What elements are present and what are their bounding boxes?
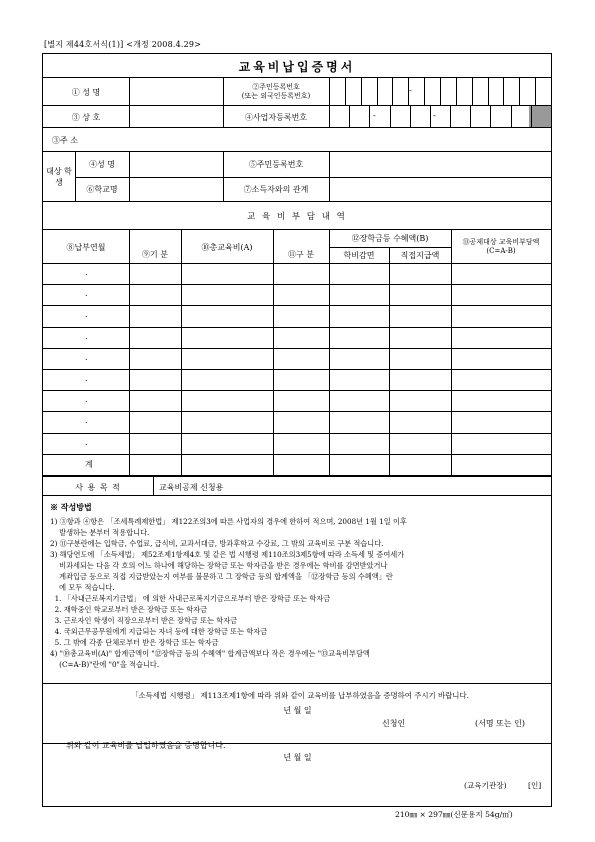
digit-box-divider (345, 78, 346, 106)
table-col-divider (129, 434, 130, 454)
instructions-list (50, 516, 550, 670)
table-col-divider (329, 455, 330, 475)
table-col-divider (389, 264, 390, 284)
student-name-label: ④성 명 (89, 160, 115, 169)
table-col-divider (181, 370, 182, 390)
table-col-divider (389, 455, 390, 475)
row-address (43, 128, 551, 152)
col-deductible: ⑬공제대상 교육비부담액(C=A-B) (462, 238, 540, 255)
instruction-line: 1. 「사내근로복지기금법」 에 의한 사내근로복지기금으로부터 받은 장학금 또는 학자금 (50, 594, 331, 603)
year-month-dot: . (85, 268, 88, 277)
table-col-divider (451, 328, 452, 348)
year-month-dot: . (85, 395, 88, 405)
table-col-divider (181, 391, 182, 411)
bizno-hyphen1: - (373, 111, 376, 120)
table-col-divider (273, 264, 274, 284)
rrn-label-main: ②주민등록번호 (252, 83, 300, 91)
table-col-divider (389, 328, 390, 348)
table-col-divider (129, 370, 130, 390)
rrn-label-sub: (또는 외국인등록번호) (241, 92, 311, 100)
table-col-divider (329, 370, 330, 390)
table-col-divider (389, 285, 390, 305)
table-col-divider (181, 455, 182, 475)
table-row[interactable] (43, 306, 551, 327)
digit-box-divider (392, 78, 393, 106)
table-col-divider (273, 306, 274, 326)
digit-box-divider (430, 106, 431, 128)
section-title-row (43, 202, 551, 230)
digit-box-divider (410, 106, 411, 128)
digit-box-divider (377, 78, 378, 106)
year-month-dot: . (85, 437, 88, 447)
digit-box-divider (488, 78, 489, 106)
instruction-line: 4. 국외근무공무원에게 지급되는 자녀 등에 대한 장학금 또는 학자금 (50, 627, 268, 636)
table-col-divider (451, 434, 452, 454)
table-col-divider (329, 412, 330, 432)
name-field[interactable] (129, 78, 223, 106)
year-month-dot: . (85, 374, 88, 383)
digit-box-divider (511, 106, 512, 128)
table-col-divider (329, 434, 330, 454)
bizno-hyphen2: - (433, 111, 436, 120)
table-col-divider (389, 434, 390, 454)
table-col-divider (329, 349, 330, 369)
student-name-field[interactable] (129, 152, 223, 177)
col-scholarship-reduction: 학비감면 (343, 251, 375, 260)
institution-label: (교육기관장) (464, 781, 507, 790)
table-col-divider (181, 285, 182, 305)
table-col-divider (451, 455, 452, 475)
usage-label: 사 용 목 적 (75, 482, 121, 492)
instruction-line: 계좌입금 등으로 직접 지급받았는지 여부를 불문하고 그 장학금 등의 합계액을 「⑫장학금 등의 수혜액」란 (50, 572, 393, 581)
student-school-label: ⑥학교명 (86, 185, 118, 194)
table-col-divider (389, 370, 390, 390)
address-field[interactable] (87, 128, 551, 152)
digit-box-divider (390, 106, 391, 128)
table-col-divider (181, 349, 182, 369)
digit-box-divider (490, 106, 491, 128)
instruction-line: 1) ③항과 ④항은 「조세특례제한법」 제122조의3에 따른 사업자의 경우에 한하여 적으며, 2008년 1월 1일 이후 (50, 517, 407, 526)
table-col-divider (451, 370, 452, 390)
instruction-line: 발생하는 분부터 적용합니다. (50, 528, 150, 537)
instruction-line: 비과세되는 다음 각 호의 어느 하나에 해당하는 장학금 또는 학자금을 받은 경우에는 학비를 감면받았거나 (50, 561, 388, 570)
year-month-dot: . (85, 289, 88, 299)
table-col-divider (273, 349, 274, 369)
col-scholarship: ⑫장학금등 수혜액(B) (351, 234, 429, 243)
usage-value: 교육비공제 신청용 (159, 482, 224, 492)
usage-row (43, 476, 551, 496)
instructions-heading: ※ 작성방법 (50, 502, 92, 512)
col-kind: ⑪구 분 (288, 249, 314, 259)
instruction-line: 3. 근로자인 학생이 직장으로부터 받은 장학금 또는 학자금 (50, 616, 238, 625)
table-col-divider (129, 391, 130, 411)
instruction-line: 2. 재학중인 학교로부터 받은 장학금 또는 학자금 (50, 605, 208, 614)
target-label: 대상 학생 (46, 167, 72, 187)
request-date: 년 월 일 (283, 706, 312, 715)
table-col-divider (329, 285, 330, 305)
table-col-divider (273, 370, 274, 390)
company-label: ③ 상 호 (71, 112, 101, 122)
table-col-divider (129, 306, 130, 326)
certify-text: 위와 같이 교육비를 납입하였음을 증명합니다. (66, 741, 226, 750)
table-col-divider (181, 264, 182, 284)
table-col-divider (273, 434, 274, 454)
digit-box-divider (519, 78, 520, 106)
digit-box-divider (440, 78, 441, 106)
instruction-line: 3) 해당연도에 「소득세법」 제52조제1항제4호 및 같은 법 시행령 제110조의3제5항에 따라 소득세 및 증여세가 (50, 550, 405, 559)
table-col-divider (451, 285, 452, 305)
table-col-divider (129, 455, 130, 475)
bizno-shaded-cell (529, 106, 551, 127)
table-col-divider (329, 306, 330, 326)
address-label: ③주 소 (52, 135, 78, 145)
instruction-line: 4) "⑩총교육비(A)" 합계금액이 "⑫장학금 등의 수혜액" 합계금액보다 작은 경우에는 "⑬교육비부담액 (50, 649, 370, 658)
instruction-line: 2) ⑪구분란에는 입학금, 수업료, 급식비, 교과서대금, 방과후학교 수강료, 그 밖의 교육비로 구분 적습니다. (50, 539, 384, 548)
row-name (43, 78, 551, 106)
instruction-line: 에 모두 적습니다. (50, 583, 115, 592)
table-col-divider (129, 412, 130, 432)
total-label: 계 (85, 459, 93, 469)
table-col-divider (129, 328, 130, 348)
digit-box-divider (369, 106, 370, 128)
table-row[interactable] (43, 349, 551, 370)
col-type: ⑨기 분 (142, 249, 168, 259)
table-col-divider (181, 412, 182, 432)
instruction-line: (C=A-B)"란에 "0"을 적습니다. (50, 660, 160, 669)
certify-date: 년 월 일 (283, 753, 312, 762)
digit-box-divider (450, 106, 451, 128)
year-month-dot: . (85, 352, 88, 362)
table-col-divider (181, 328, 182, 348)
company-field[interactable] (129, 106, 223, 128)
rrn-hyphen: - (409, 86, 412, 95)
year-month-dot: . (85, 331, 88, 341)
rrn-label (223, 78, 329, 106)
instructions (50, 502, 550, 670)
table-col-divider (451, 391, 452, 411)
table-col-divider (273, 391, 274, 411)
digit-box-divider (470, 106, 471, 128)
table-row[interactable] (43, 370, 551, 391)
table-col-divider (129, 264, 130, 284)
table-col-divider (129, 285, 130, 305)
table-col-divider (329, 391, 330, 411)
table-col-divider (451, 349, 452, 369)
col-total: ⑩총교육비(A) (201, 242, 253, 252)
title-row (43, 54, 551, 78)
seal-mark: [인] (528, 781, 542, 790)
table-col-divider (129, 349, 130, 369)
section-title: 교 육 비 부 담 내 역 (247, 212, 347, 222)
digit-box-divider (535, 78, 536, 106)
digit-box-divider (349, 106, 350, 128)
col-scholarship-direct: 직접지급액 (400, 251, 440, 260)
name-label: ① 성 명 (71, 87, 101, 97)
paper-spec: 210㎜ × 297㎜(신문용지 54g/㎡) (395, 810, 513, 819)
year-month-dot: . (85, 310, 88, 320)
digit-box-divider (503, 78, 504, 106)
student-school-field[interactable] (129, 177, 223, 202)
table-col-divider (451, 412, 452, 432)
table-row[interactable] (43, 455, 551, 476)
bizno-label: ④사업자등록번호 (244, 112, 308, 122)
table-col-divider (273, 455, 274, 475)
table-col-divider (273, 412, 274, 432)
table-col-divider (389, 306, 390, 326)
table-row[interactable] (43, 285, 551, 306)
form-title: 교육비납입증명서 (238, 59, 356, 74)
digit-box-divider (472, 78, 473, 106)
table-row[interactable] (43, 328, 551, 349)
request-text: 「소득세법 시행령」 제113조제1항에 따라 위와 같이 교육비를 납부하였음을 증명하여 주시기 바랍니다. (131, 691, 469, 700)
col-year: ⑧납부연월 (66, 242, 106, 252)
table-body (43, 264, 551, 476)
table-col-divider (181, 434, 182, 454)
digit-box-divider (456, 78, 457, 106)
digit-box-divider (361, 78, 362, 106)
table-col-divider (273, 328, 274, 348)
student-rrn-label: ⑤주민등록번호 (248, 160, 304, 169)
applicant-label: 신청인 (382, 719, 406, 728)
table-col-divider (389, 412, 390, 432)
year-month-dot: . (85, 416, 88, 426)
digit-box-divider (424, 78, 425, 106)
table-col-divider (389, 391, 390, 411)
applicant-sign: (서명 또는 인) (475, 719, 525, 728)
table-col-divider (329, 328, 330, 348)
table-col-divider (451, 264, 452, 284)
table-col-divider (451, 306, 452, 326)
row-company (43, 106, 551, 128)
instruction-line: 5. 그 밖에 각종 단체로부터 받은 장학금 또는 학자금 (50, 638, 219, 647)
table-col-divider (181, 306, 182, 326)
table-row[interactable] (43, 412, 551, 433)
relation-label: ⑦소득자와의 관계 (243, 185, 309, 194)
table-row[interactable] (43, 434, 551, 455)
table-col-divider (329, 264, 330, 284)
table-row[interactable] (43, 391, 551, 412)
table-row[interactable] (43, 264, 551, 285)
table-header (43, 230, 551, 264)
table-col-divider (389, 349, 390, 369)
row-student (43, 152, 551, 202)
form-number: [별지 제44호서식(1)] <개정 2008.4.29> (44, 40, 202, 49)
digit-box-divider (531, 106, 532, 128)
table-col-divider (273, 285, 274, 305)
